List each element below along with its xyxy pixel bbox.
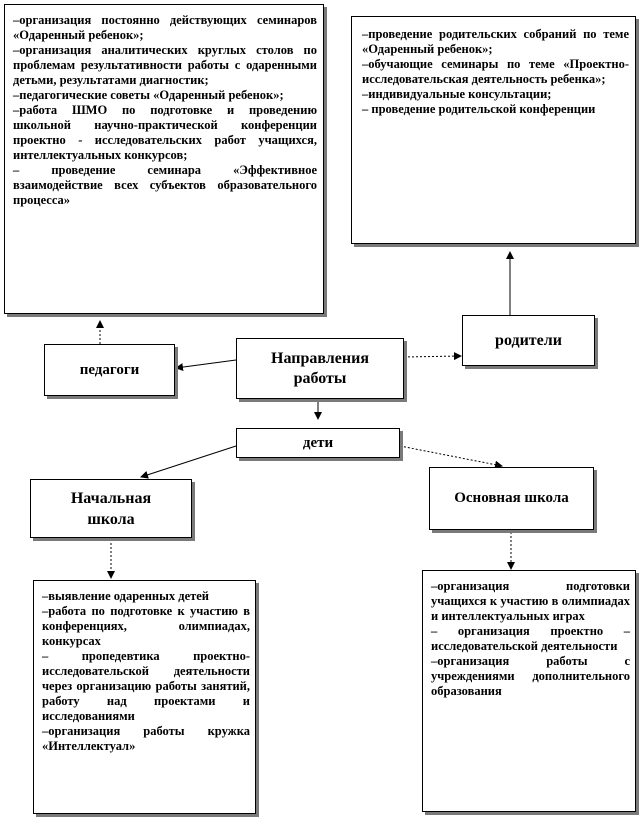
list-item: –выявление одаренных детей: [42, 589, 210, 603]
list-item: –организация подготовки учащихся к участию в олимпиадах и интеллектуальных играх: [431, 579, 630, 623]
list-item: –организация постоянно действующих семинаров «Одаренный ребенок»;: [13, 13, 317, 42]
list-item: –организация работы с учреждениями дополнительного образования: [431, 654, 630, 698]
list-item: –организация работы кружка «Интеллектуал»: [42, 724, 250, 753]
children-node: [236, 428, 400, 458]
parents-activities-box: [351, 16, 636, 244]
arrow-center-to-teachers: [176, 360, 236, 368]
list-item: –организация аналитических круглых столов по проблемам результативности работы с одаренными детьми, результатами диагностик;: [13, 43, 317, 87]
parents-label: родители: [495, 331, 562, 349]
arrow-children-to-basic: [400, 446, 502, 466]
arrow-children-to-primary: [141, 446, 236, 477]
list-item: –обучающие семинары по теме «Проектно-исследовательская деятельность ребенка»;: [362, 57, 629, 86]
center-node: [236, 338, 404, 399]
primary-activities-list: [42, 589, 250, 754]
primary-activities-box: [33, 580, 256, 814]
parents-activities-list: [362, 27, 629, 117]
basic-school-label: Основная школа: [454, 490, 569, 506]
teachers-label: педагоги: [79, 361, 140, 378]
list-item: –индивидуальные консультации;: [362, 87, 552, 101]
list-item: – проведение семинара «Эффективное взаимодействие всех субъектов образовательного процесса»: [13, 163, 317, 207]
list-item: – организация проектно – исследовательской деятельности: [431, 624, 630, 653]
center-label: Направления работы: [271, 349, 369, 387]
teachers-activities-list: [13, 13, 317, 208]
parents-node: [462, 315, 595, 366]
basic-activities-box: [422, 570, 636, 812]
teachers-node: [44, 344, 175, 396]
list-item: – пропедевтика проектно-исследовательской деятельности через организацию работы занятий, работу над проектами и исследованиями: [42, 649, 250, 723]
list-item: –педагогические советы «Одаренный ребенок»;: [13, 88, 284, 102]
list-item: –работа ШМО по подготовке и проведению школьной научно-практической конференции проектно - исследовательских работ учащихся, интеллектуальных конкурсов;: [13, 103, 317, 162]
list-item: – проведение родительской конференции: [362, 102, 596, 116]
arrow-center-to-parents: [404, 356, 461, 357]
children-label: дети: [302, 434, 334, 451]
primary-school-node: [30, 479, 192, 538]
primary-school-label: Начальная школа: [70, 489, 152, 528]
teachers-activities-box: [4, 4, 324, 314]
list-item: –работа по подготовке к участию в конференциях, олимпиадах, конкурсах: [42, 604, 250, 648]
basic-activities-list: [431, 579, 630, 699]
list-item: –проведение родительских собраний по теме «Одаренный ребенок»;: [362, 27, 629, 56]
basic-school-node: [429, 467, 594, 530]
